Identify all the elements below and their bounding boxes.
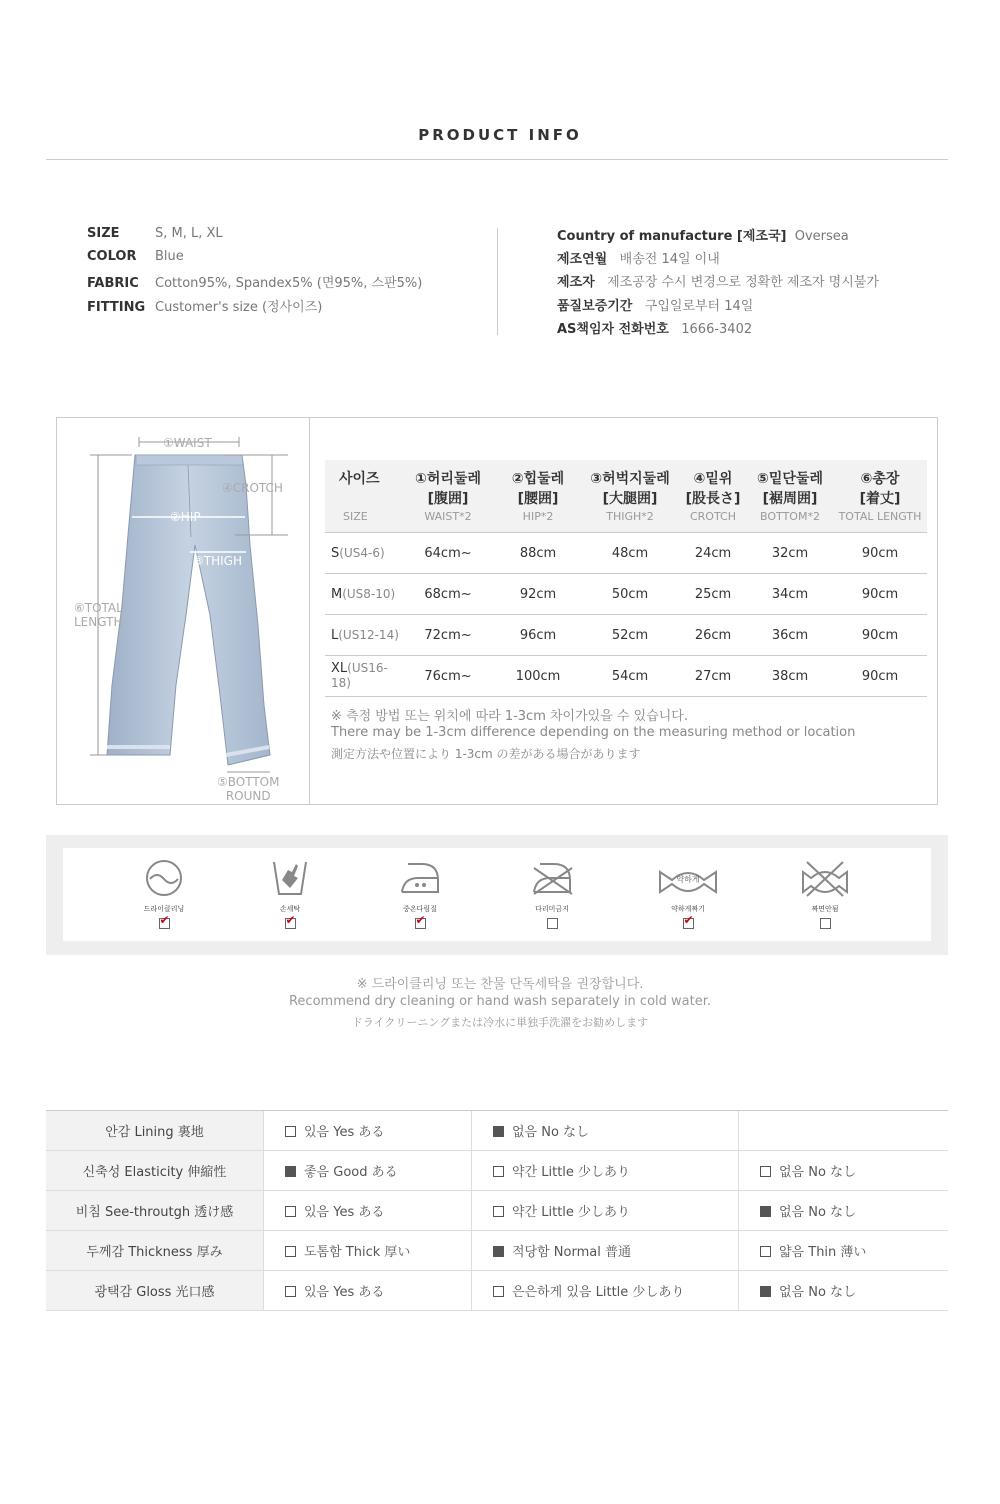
attribute-option (264, 1151, 472, 1191)
table-cell: 50cm (581, 574, 679, 615)
header-ko: ③허벅지둘레 (581, 460, 679, 488)
info-warranty: 품질보증기간 구입일로부터 14일 (557, 299, 754, 314)
option-checkbox (285, 1126, 296, 1137)
header-en: SIZE (325, 510, 401, 533)
option-checkbox (493, 1286, 504, 1297)
option-label: 약간 Little 少しあり (512, 1205, 631, 1220)
attribute-label: 두께감 Thickness 厚み (46, 1231, 264, 1271)
dry-clean-icon (144, 858, 184, 898)
care-checkbox (159, 918, 170, 929)
table-cell: 90cm (833, 533, 927, 574)
attribute-row (46, 1151, 948, 1191)
table-cell: 64cm~ (401, 533, 495, 574)
header-en: HIP*2 (495, 510, 581, 533)
header-ko: ②힙둘레 (495, 460, 581, 488)
table-cell: 72cm~ (401, 615, 495, 656)
attribute-option (739, 1271, 949, 1311)
care-checkbox (683, 918, 694, 929)
care-item: 중온다림질 ✔ (380, 858, 460, 933)
care-item: 손세탁 ✔ (250, 858, 330, 933)
option-label: 없음 No なし (779, 1165, 857, 1180)
label-total-length: ⑥TOTAL LENGTH (74, 601, 123, 629)
option-label: 은은하게 있음 Little 少しあり (512, 1285, 685, 1300)
attribute-row (46, 1111, 948, 1151)
table-cell: 96cm (495, 615, 581, 656)
care-checkbox (820, 918, 831, 929)
table-cell: 27cm (679, 656, 747, 697)
care-item: 다리미금지 (512, 858, 592, 933)
size-chart-divider (309, 418, 310, 804)
table-row (325, 574, 927, 615)
table-cell: 90cm (833, 656, 927, 697)
size-cell: XL(US16-18) (325, 656, 401, 697)
attribute-option (264, 1271, 472, 1311)
header-cjk: [股長さ] (679, 488, 747, 510)
header-cjk: [着丈] (833, 488, 927, 510)
attribute-option (264, 1231, 472, 1271)
header-ko: ①허리둘레 (401, 460, 495, 488)
table-cell: 92cm (495, 574, 581, 615)
attribute-option (739, 1231, 949, 1271)
title-divider (46, 159, 948, 160)
attribute-option (472, 1231, 739, 1271)
header-cjk: [大腿囲] (581, 488, 679, 510)
attribute-label: 안감 Lining 裏地 (46, 1111, 264, 1151)
attribute-option (739, 1191, 949, 1231)
gentle-wring-icon (658, 858, 718, 898)
care-item: 약하게 약하게짜기 ✔ (648, 858, 728, 933)
label-waist: ①WAIST (163, 436, 212, 450)
header-en: WAIST*2 (401, 510, 495, 533)
attribute-option (264, 1111, 472, 1151)
iron-icon (398, 858, 442, 898)
table-row (325, 615, 927, 656)
option-label: 없음 No なし (779, 1285, 857, 1300)
table-cell: 48cm (581, 533, 679, 574)
option-checkbox (493, 1126, 504, 1137)
table-cell: 38cm (747, 656, 833, 697)
info-divider (497, 228, 498, 335)
header-en: THIGH*2 (581, 510, 679, 533)
table-cell: 88cm (495, 533, 581, 574)
header-cjk: [裾周囲] (747, 488, 833, 510)
header-cjk (325, 488, 401, 510)
option-label: 있음 Yes ある (304, 1285, 385, 1300)
attribute-label: 비침 See-throutgh 透け感 (46, 1191, 264, 1231)
info-fitting: FITTING Customer's size (정사이즈) (87, 300, 323, 315)
header-ko: ⑥총장 (833, 460, 927, 488)
hand-wash-icon (270, 858, 310, 898)
header-ko: ④밑위 (679, 460, 747, 488)
info-country: Country of manufacture [제조국] Oversea (557, 229, 849, 244)
header-en: TOTAL LENGTH (833, 510, 927, 533)
option-label: 없음 No なし (512, 1125, 590, 1140)
attribute-option (739, 1151, 949, 1191)
attribute-option (472, 1271, 739, 1311)
care-item: 드라이클리닝 ✔ (124, 858, 204, 933)
header-ko: 사이즈 (325, 460, 401, 488)
label-crotch: ④CROTCH (222, 481, 283, 495)
label-hip: ②HIP (170, 510, 201, 524)
size-table (325, 460, 927, 697)
header-row-cjk (325, 488, 927, 510)
table-cell: 68cm~ (401, 574, 495, 615)
page-title: PRODUCT INFO (418, 126, 582, 144)
option-checkbox (285, 1246, 296, 1257)
table-cell: 36cm (747, 615, 833, 656)
attribute-option (264, 1191, 472, 1231)
option-label: 있음 Yes ある (304, 1125, 385, 1140)
option-label: 없음 No なし (779, 1205, 857, 1220)
attribute-row (46, 1231, 948, 1271)
no-wring-icon (801, 858, 849, 898)
header-row-ko (325, 460, 927, 488)
care-checkbox (547, 918, 558, 929)
option-checkbox (760, 1166, 771, 1177)
label-thigh: ③THIGH (193, 554, 242, 568)
option-label: 적당함 Normal 普通 (512, 1245, 631, 1260)
option-label: 약간 Little 少しあり (512, 1165, 631, 1180)
table-cell: 90cm (833, 615, 927, 656)
info-color: COLOR Blue (87, 249, 184, 264)
attribute-option (472, 1191, 739, 1231)
wash-note-ja: ドライクリーニングまたは冷水に単独手洗濯をお勧めします (351, 1016, 649, 1029)
size-note-ko: ※ 측정 방법 또는 위치에 따라 1-3cm 차이가있을 수 있습니다. (331, 709, 688, 724)
info-manufacture-date: 제조연월 배송전 14일 이내 (557, 252, 720, 267)
option-checkbox (285, 1286, 296, 1297)
attribute-label: 신축성 Elasticity 伸縮性 (46, 1151, 264, 1191)
care-checkbox (285, 918, 296, 929)
label-bottom-round: ⑤BOTTOM ROUND (217, 775, 280, 803)
table-cell: 100cm (495, 656, 581, 697)
size-cell: L(US12-14) (325, 615, 401, 656)
option-checkbox (760, 1286, 771, 1297)
table-cell: 32cm (747, 533, 833, 574)
table-row (325, 656, 927, 697)
header-en: BOTTOM*2 (747, 510, 833, 533)
option-checkbox (760, 1206, 771, 1217)
header-en: CROTCH (679, 510, 747, 533)
size-note-en: There may be 1-3cm difference depending on the measuring method or location (331, 725, 856, 740)
table-cell: 34cm (747, 574, 833, 615)
attribute-row (46, 1191, 948, 1231)
attribute-option (739, 1111, 949, 1151)
info-manufacturer: 제조자 제조공장 수시 변경으로 정확한 제조자 명시불가 (557, 275, 879, 290)
table-cell: 25cm (679, 574, 747, 615)
size-note-ja: 測定方法や位置により 1-3cm の差がある場合があります (331, 747, 641, 761)
care-item: 짜면안됨 (785, 858, 865, 933)
info-as-phone: AS책임자 전화번호 1666-3402 (557, 322, 753, 337)
option-label: 좋음 Good ある (304, 1165, 398, 1180)
info-fabric: FABRIC Cotton95%, Spandex5% (면95%, 스판5%) (87, 276, 423, 291)
table-row (325, 533, 927, 574)
attribute-label: 광택감 Gloss 光口感 (46, 1271, 264, 1311)
header-cjk: [腹囲] (401, 488, 495, 510)
size-cell: S(US4-6) (325, 533, 401, 574)
option-checkbox (493, 1166, 504, 1177)
wash-note-en: Recommend dry cleaning or hand wash separately in cold water. (288, 994, 711, 1009)
fabric-attribute-table (46, 1110, 948, 1311)
info-size: SIZE S, M, L, XL (87, 226, 223, 241)
care-checkbox (415, 918, 426, 929)
option-checkbox (493, 1206, 504, 1217)
option-checkbox (285, 1166, 296, 1177)
option-checkbox (493, 1246, 504, 1257)
no-iron-icon (530, 858, 574, 898)
table-cell: 26cm (679, 615, 747, 656)
option-label: 있음 Yes ある (304, 1205, 385, 1220)
table-cell: 52cm (581, 615, 679, 656)
table-cell: 76cm~ (401, 656, 495, 697)
option-checkbox (285, 1206, 296, 1217)
attribute-option (472, 1111, 739, 1151)
size-cell: M(US8-10) (325, 574, 401, 615)
option-label: 얇음 Thin 薄い (779, 1245, 867, 1260)
svg-text:약하게: 약하게 (676, 875, 700, 884)
attribute-option (472, 1151, 739, 1191)
table-cell: 24cm (679, 533, 747, 574)
table-cell: 90cm (833, 574, 927, 615)
header-cjk: [腰囲] (495, 488, 581, 510)
table-cell: 54cm (581, 656, 679, 697)
option-checkbox (760, 1246, 771, 1257)
header-row-en (325, 510, 927, 533)
option-label: 도톰함 Thick 厚い (304, 1245, 411, 1260)
wash-note-ko: ※ 드라이클리닝 또는 찬물 단독세탁을 권장합니다. (356, 977, 644, 992)
header-ko: ⑤밑단둘레 (747, 460, 833, 488)
attribute-row (46, 1271, 948, 1311)
